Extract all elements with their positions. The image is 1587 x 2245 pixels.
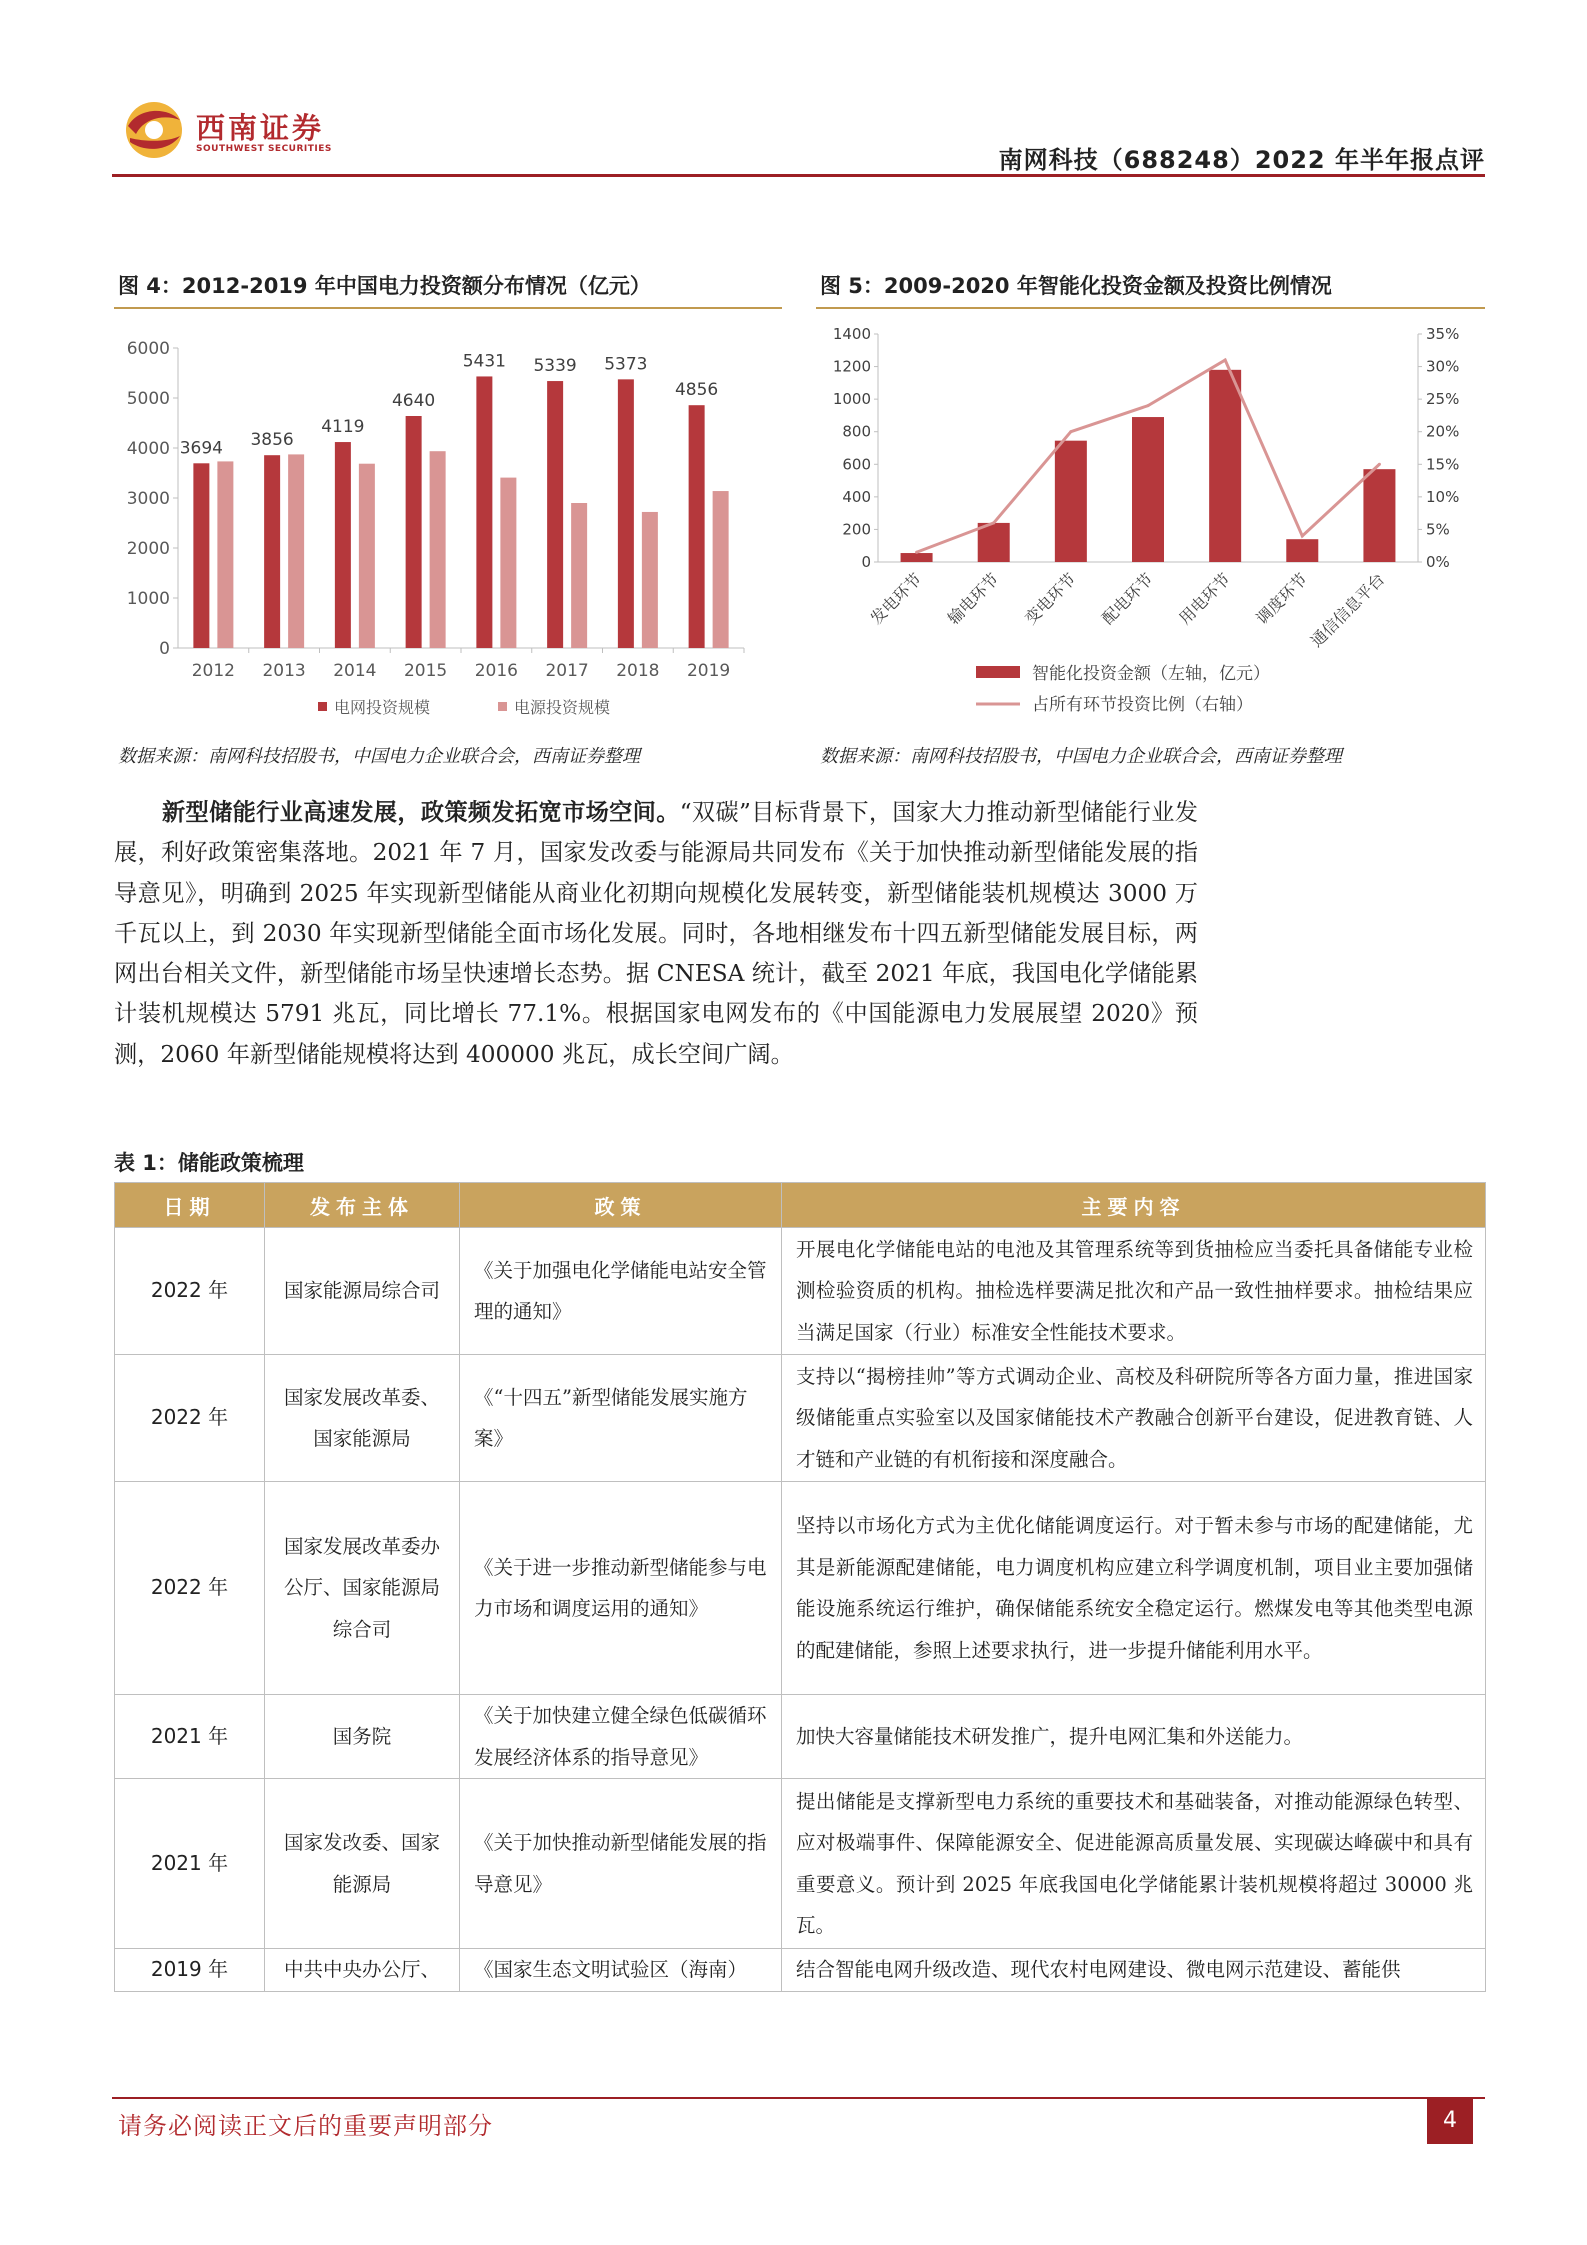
page-number: 4 xyxy=(1427,2098,1473,2144)
bar-grid xyxy=(689,405,705,648)
company-name: 西南证券 xyxy=(196,111,325,145)
cell-date: 2021 年 xyxy=(115,1695,265,1779)
legend-swatch-bar xyxy=(976,666,1020,678)
y-tick-label: 1400 xyxy=(832,325,871,343)
figure5-legend xyxy=(976,663,1270,715)
figure4-labels xyxy=(180,351,719,458)
footer-disclaimer: 请务必阅读正文后的重要声明部分 xyxy=(118,2112,493,2140)
y-tick-label: 400 xyxy=(842,487,871,506)
cell-publisher: 国家发改委、国家能源局 xyxy=(265,1779,460,1949)
bar-data-label: 4856 xyxy=(674,380,719,401)
x-tick-label: 2018 xyxy=(616,661,660,681)
cell-policy: 《关于加快推动新型储能发展的指导意见》 xyxy=(460,1779,782,1949)
header-date: 日期 xyxy=(115,1183,265,1228)
figure5-chart xyxy=(816,318,1485,728)
cell-content: 开展电化学储能电站的电池及其管理系统等到货抽检应当委托具备储能专业检测检验资质的机构。抽检选样要满足批次和产品一致性抽样要求。抽检结果应当满足国家（行业）标准安全性能技术要求。 xyxy=(782,1228,1486,1355)
bar-power xyxy=(500,478,516,648)
y-right-tick-label: 0% xyxy=(1426,553,1450,571)
bar-grid xyxy=(476,376,492,648)
x-tick-label: 变电环节 xyxy=(1020,569,1080,629)
y-right-tick-label: 5% xyxy=(1426,520,1450,539)
legend-swatch xyxy=(498,702,507,711)
x-tick-label: 2012 xyxy=(191,661,236,681)
cell-content: 提出储能是支撑新型电力系统的重要技术和基础装备，对推动能源绿色转型、应对极端事件、保障能源安全、促进能源高质量发展、实现碳达峰碳中和具有重要意义。预计到 2025 年底我国电化学储能累计装机规模将超过 30000 兆瓦。 xyxy=(782,1779,1486,1949)
bar-grid xyxy=(547,381,563,648)
legend-swatch xyxy=(318,702,327,711)
bar-power xyxy=(713,491,729,648)
bar-grid xyxy=(335,442,351,648)
cell-publisher: 国家发展改革委、国家能源局 xyxy=(265,1355,460,1482)
table-row xyxy=(115,1779,1486,1949)
y-tick-label: 200 xyxy=(842,520,871,539)
figure4-legend xyxy=(318,698,610,717)
cell-policy: 《关于进一步推动新型储能参与电力市场和调度运用的通知》 xyxy=(460,1482,782,1695)
figure4-bars xyxy=(193,376,728,648)
cell-publisher: 中共中央办公厅、 xyxy=(265,1949,460,1992)
bar-power xyxy=(571,503,587,648)
x-tick-label: 配电环节 xyxy=(1098,569,1157,629)
y-right-tick-label: 35% xyxy=(1426,325,1460,343)
cell-policy: 《“十四五”新型储能发展实施方案》 xyxy=(460,1355,782,1482)
y-right-tick-label: 20% xyxy=(1426,422,1460,441)
paragraph-lead: 新型储能行业高速发展，政策频发拓宽市场空间。 xyxy=(162,799,680,826)
bar-investment xyxy=(901,553,933,562)
y-tick-label: 1000 xyxy=(832,390,871,409)
cell-date: 2022 年 xyxy=(115,1482,265,1695)
bar-power xyxy=(288,454,304,648)
cell-date: 2022 年 xyxy=(115,1228,265,1355)
bar-data-label: 4640 xyxy=(391,391,436,411)
header-content: 主要内容 xyxy=(782,1183,1486,1228)
figure4-rule xyxy=(114,307,782,309)
y-tick-label: 5000 xyxy=(126,389,170,409)
table-row xyxy=(115,1949,1486,1992)
y-tick-label: 0 xyxy=(861,553,871,571)
header-policy: 政策 xyxy=(460,1183,782,1228)
ratio-point xyxy=(1301,534,1304,537)
cell-date: 2022 年 xyxy=(115,1355,265,1482)
legend-label: 电源投资规模 xyxy=(514,698,611,717)
cell-policy: 《关于加快建立健全绿色低碳循环发展经济体系的指导意见》 xyxy=(460,1695,782,1779)
policy-table xyxy=(114,1182,1486,1992)
x-tick-label: 2016 xyxy=(474,661,519,681)
bar-power xyxy=(430,451,446,648)
footer-divider xyxy=(112,2097,1485,2099)
company-english-name: SOUTHWEST SECURITIES xyxy=(196,144,332,154)
bar-investment xyxy=(978,523,1010,562)
figure4-title: 图 4：2012-2019 年中国电力投资额分布情况（亿元） xyxy=(118,274,651,298)
x-tick-label: 2014 xyxy=(333,661,377,681)
y-right-tick-label: 25% xyxy=(1426,390,1460,409)
bar-grid xyxy=(618,379,634,648)
bar-grid xyxy=(406,416,422,648)
y-tick-label: 2000 xyxy=(126,539,170,559)
bar-data-label: 3856 xyxy=(250,430,294,451)
bar-investment xyxy=(1286,539,1318,562)
x-tick-label: 2017 xyxy=(545,661,589,681)
ratio-point xyxy=(1378,463,1381,466)
y-tick-label: 3000 xyxy=(126,489,170,509)
bar-power xyxy=(359,464,375,648)
bar-data-label: 4119 xyxy=(321,417,365,438)
ratio-point xyxy=(1147,404,1150,407)
figure4-source: 数据来源：南网科技招股书，中国电力企业联合会，西南证券整理 xyxy=(118,746,640,767)
table-row xyxy=(115,1355,1486,1482)
cell-policy: 《国家生态文明试验区（海南） xyxy=(460,1949,782,1992)
bar-data-label: 5431 xyxy=(462,351,507,372)
report-title: 南网科技（688248）2022 年半年报点评 xyxy=(998,146,1485,174)
ratio-point xyxy=(1069,430,1072,433)
y-tick-label: 800 xyxy=(842,422,871,441)
cell-publisher: 国家发展改革委办公厅、国家能源局综合司 xyxy=(265,1482,460,1695)
bar-power xyxy=(217,461,233,648)
bar-investment xyxy=(1132,417,1164,562)
x-tick-label: 调度环节 xyxy=(1252,569,1312,629)
bar-grid xyxy=(264,455,280,648)
ratio-point xyxy=(992,521,995,524)
x-tick-label: 2015 xyxy=(403,661,448,681)
bar-data-label: 3694 xyxy=(179,438,224,459)
legend-label: 智能化投资金额（左轴，亿元） xyxy=(1032,664,1270,684)
cell-content: 支持以“揭榜挂帅”等方式调动企业、高校及科研院所等各方面力量，推进国家级储能重点实验室以及国家储能技术产教融合创新平台建设，促进教育链、人才链和产业链的有机衔接和深度融合。 xyxy=(782,1355,1486,1482)
x-tick-label: 用电环节 xyxy=(1175,569,1234,629)
x-tick-label: 发电环节 xyxy=(866,569,926,629)
cell-content: 结合智能电网升级改造、现代农村电网建设、微电网示范建设、蓄能供 xyxy=(782,1949,1486,1992)
x-tick-label: 2013 xyxy=(262,661,306,681)
y-tick-label: 1000 xyxy=(126,589,170,609)
ratio-point xyxy=(915,551,918,554)
figure4-chart xyxy=(114,318,782,728)
legend-label: 占所有环节投资比例（右轴） xyxy=(1032,695,1253,715)
x-tick-label: 2019 xyxy=(686,661,731,681)
bar-grid xyxy=(193,463,209,648)
y-tick-label: 4000 xyxy=(126,439,170,459)
table-header-row xyxy=(115,1183,1486,1228)
cell-policy: 《关于加强电化学储能电站安全管理的通知》 xyxy=(460,1228,782,1355)
x-tick-label: 通信信息平台 xyxy=(1306,569,1389,651)
body-paragraph xyxy=(114,793,1198,1075)
paragraph-body: “双碳”目标背景下，国家大力推动新型储能行业发展，利好政策密集落地。2021 年 7 月，国家发改委与能源局共同发布《关于加快推动新型储能发展的指导意见》，明确到 2025 年实现新型储能从商业化初期向规模化发展转变，新型储能装机规模达 3000 万千瓦以上，到 2030 年实现新型储能全面市场化发展。同时，各地相继发布十四五新型储能发展目标，两网出台相关文件，新型储能市场呈快速增长态势。据 CNESA 统计，截至 2021 年底，我国电化学储能累计装机规模达 5791 兆瓦，同比增长 77.1%。根据国家电网发布的《中国能源电力发展展望 2020》预测，2060 年新型储能规模将达到 400000 兆瓦，成长空间广阔。 xyxy=(114,799,1198,1068)
header-divider xyxy=(112,174,1485,177)
x-tick-label: 输电环节 xyxy=(943,569,1003,629)
table-row xyxy=(115,1482,1486,1695)
y-right-tick-label: 30% xyxy=(1426,357,1460,376)
y-right-tick-label: 15% xyxy=(1426,455,1460,474)
figure5-source: 数据来源：南网科技招股书，中国电力企业联合会，西南证券整理 xyxy=(820,746,1342,767)
bar-data-label: 5373 xyxy=(604,354,648,375)
table-row xyxy=(115,1695,1486,1779)
y-right-tick-label: 10% xyxy=(1426,487,1460,506)
figure5-rule xyxy=(816,307,1485,309)
y-tick-label: 1200 xyxy=(832,357,871,376)
figure5-bars xyxy=(901,370,1396,562)
y-tick-label: 6000 xyxy=(126,339,170,359)
cell-date: 2019 年 xyxy=(115,1949,265,1992)
table-row xyxy=(115,1228,1486,1355)
figure5-labels xyxy=(867,569,1389,650)
header-publisher: 发布主体 xyxy=(265,1183,460,1228)
cell-publisher: 国务院 xyxy=(265,1695,460,1779)
bar-data-label: 5339 xyxy=(533,356,577,377)
bar-investment xyxy=(1209,370,1241,562)
figure5-title: 图 5：2009-2020 年智能化投资金额及投资比例情况 xyxy=(820,274,1332,298)
bar-investment xyxy=(1055,441,1087,562)
y-tick-label: 600 xyxy=(842,455,871,474)
legend-label: 电网投资规模 xyxy=(334,698,431,717)
bar-investment xyxy=(1363,469,1395,562)
cell-publisher: 国家能源局综合司 xyxy=(265,1228,460,1355)
cell-date: 2021 年 xyxy=(115,1779,265,1949)
table-title: 表 1：储能政策梳理 xyxy=(114,1151,304,1175)
cell-content: 坚持以市场化方式为主优化储能调度运行。对于暂未参与市场的配建储能，尤其是新能源配建储能，电力调度机构应建立科学调度机制，项目业主要加强储能设施系统运行维护，确保储能系统安全稳定运行。燃煤发电等其他类型电源的配建储能，参照上述要求执行，进一步提升储能利用水平。 xyxy=(782,1482,1486,1695)
bar-power xyxy=(642,512,658,648)
cell-content: 加快大容量储能技术研发推广，提升电网汇集和外送能力。 xyxy=(782,1695,1486,1779)
y-tick-label: 0 xyxy=(159,639,170,659)
ratio-point xyxy=(1224,359,1227,362)
